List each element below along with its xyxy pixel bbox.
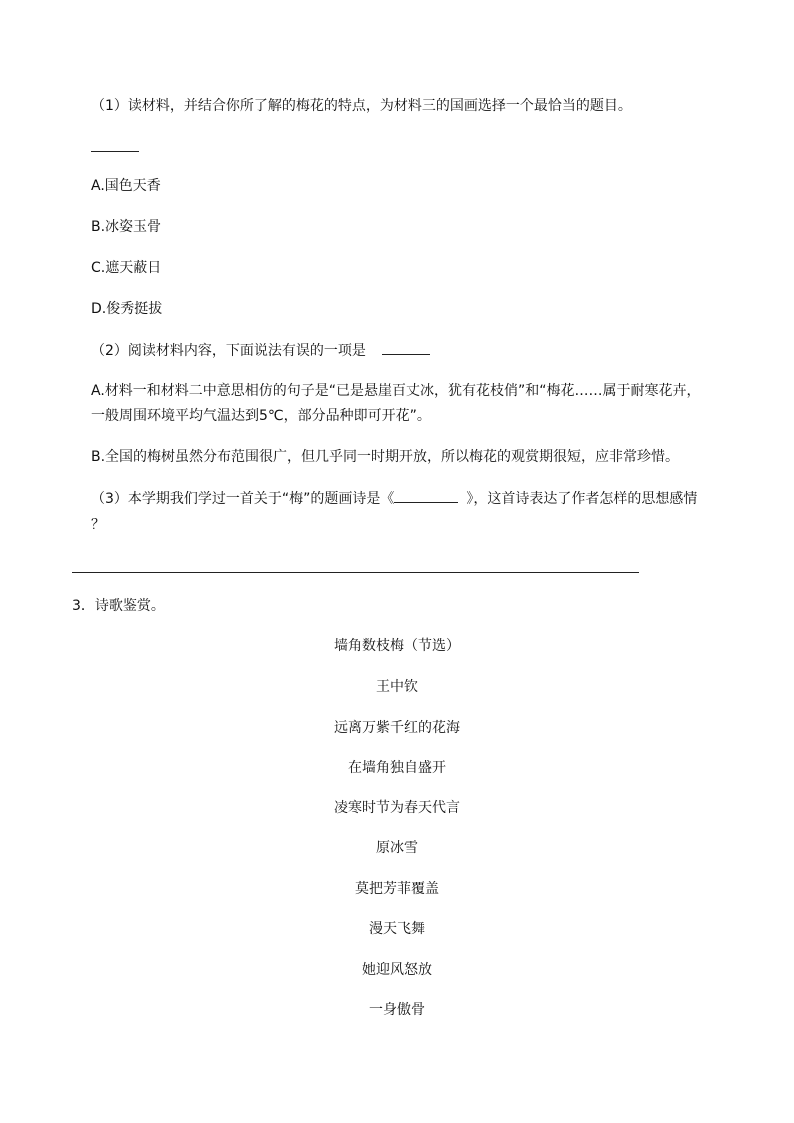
poem-author: 王中钦	[376, 679, 418, 695]
poem-line: 她迎风怒放	[362, 962, 432, 978]
q2-prompt-row	[91, 340, 430, 361]
poem-line: 漫天飞舞	[369, 921, 425, 937]
q1-option-a: A.国色天香	[91, 178, 161, 194]
q1-option-d: D.俊秀挺拔	[91, 301, 163, 317]
q3-prompt-end: 》，这首诗表达了作者怎样的思想感情	[466, 491, 698, 507]
poem-line: 凌寒时节为春天代言	[334, 800, 460, 816]
poem-line: 原冰雪	[376, 840, 418, 856]
q2-answer-blank[interactable]	[382, 340, 430, 355]
q1-prompt: （1）读材料，并结合你所了解的梅花的特点，为材料三的国画选择一个最恰当的题目。	[91, 98, 632, 114]
poem-line: 远离万紫千红的花海	[334, 720, 460, 736]
poem-line: 在墙角独自盛开	[348, 760, 446, 776]
q1-option-b: B.冰姿玉骨	[91, 219, 162, 235]
section3-heading: 3．诗歌鉴赏。	[72, 598, 165, 614]
q2-option-b: B.全国的梅树虽然分布范围很广，但几乎同一时期开放，所以梅花的观赏期很短，应非常珍惜。	[91, 449, 680, 465]
poem-title: 墙角数枝梅（节选）	[334, 638, 460, 654]
q3-prompt-wrap: ？	[91, 517, 105, 533]
q3-answer-line[interactable]	[72, 572, 639, 573]
poem-line: 莫把芳菲覆盖	[355, 881, 439, 897]
q1-answer-blank[interactable]	[91, 151, 139, 152]
q3-prompt-row	[91, 488, 697, 509]
q2-option-a-line2: 一般周围环境平均气温达到5℃，部分品种即可开花”。	[91, 408, 431, 424]
q3-prompt-start: （3）本学期我们学过一首关于“梅”的题画诗是《	[91, 491, 395, 507]
q3-poem-title-blank[interactable]	[394, 488, 458, 503]
q1-option-c: C.遮天蔽日	[91, 260, 162, 276]
q2-prompt: （2）阅读材料内容，下面说法有误的一项是	[91, 343, 366, 359]
q2-option-a-line1: A.材料一和材料二中意思相仿的句子是“已是悬崖百丈冰，犹有花枝俏”和“梅花……属于耐寒花卉，	[91, 383, 701, 399]
poem-line: 一身傲骨	[369, 1002, 425, 1018]
